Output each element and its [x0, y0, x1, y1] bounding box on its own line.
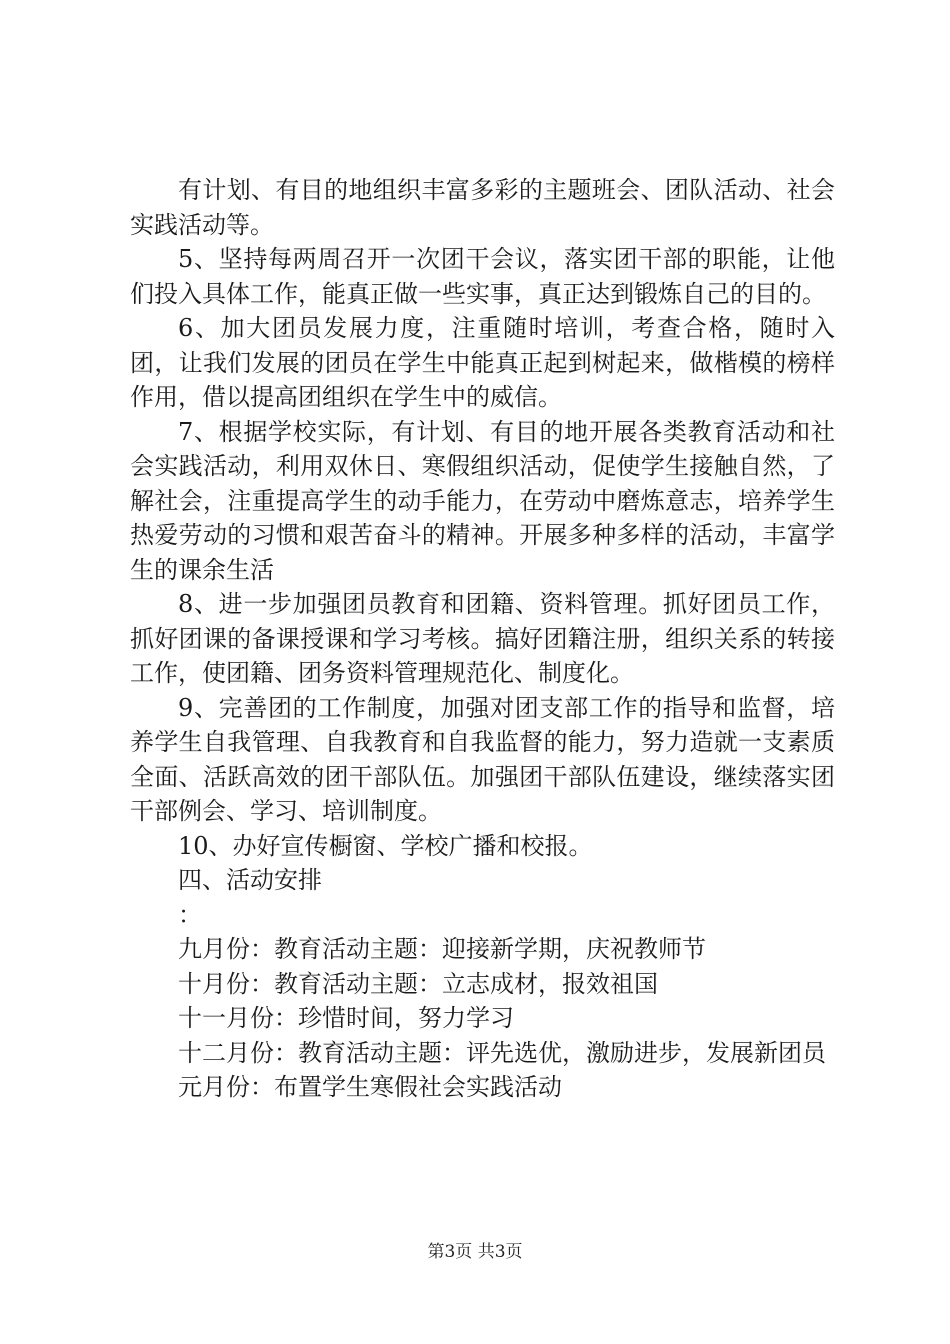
- paragraph: 有计划、有目的地组织丰富多彩的主题班会、团队活动、社会实践活动等。: [130, 176, 835, 239]
- schedule-item: 十二月份：教育活动主题：评先选优，激励进步，发展新团员: [178, 1038, 826, 1067]
- section-heading: 四、活动安排: [178, 866, 322, 894]
- schedule-item: 十月份：教育活动主题：立志成材，报效祖国: [178, 969, 658, 998]
- schedule-item: 十一月份：珍惜时间，努力学习: [178, 1004, 514, 1032]
- schedule-item: 元月份：布置学生寒假社会实践活动: [178, 1073, 562, 1101]
- paragraph: ：: [178, 900, 202, 929]
- schedule-item: 九月份：教育活动主题：迎接新学期，庆祝教师节: [178, 935, 706, 963]
- paragraph: 8、进一步加强团员教育和团籍、资料管理。抓好团员工作，抓好团课的备课授课和学习考核。搞好团籍注册，组织关系的转接工作，使团籍、团务资料管理规范化、制度化。: [130, 590, 835, 687]
- document-body: [130, 173, 835, 1105]
- paragraph: 6、加大团员发展力度，注重随时培训，考查合格，随时入团，让我们发展的团员在学生中能真正起到树起来，做楷模的榜样作用，借以提高团组织在学生中的威信。: [130, 314, 835, 411]
- paragraph: 7、根据学校实际，有计划、有目的地开展各类教育活动和社会实践活动，利用双休日、寒假组织活动，促使学生接触自然，了解社会，注重提高学生的动手能力，在劳动中磨炼意志，培养学生热爱劳动的习惯和艰苦奋斗的精神。开展多种多样的活动，丰富学生的课余生活: [130, 417, 835, 584]
- paragraph: 9、完善团的工作制度，加强对团支部工作的指导和监督，培养学生自我管理、自我教育和自我监督的能力，努力造就一支素质全面、活跃高效的团干部队伍。加强团干部队伍建设，继续落实团干部例会、学习、培训制度。: [130, 693, 835, 825]
- paragraph: 5、坚持每两周召开一次团干会议，落实团干部的职能，让他们投入具体工作，能真正做一些实事，真正达到锻炼自己的目的。: [130, 245, 835, 308]
- paragraph: 10、办好宣传橱窗、学校广播和校报。: [178, 831, 593, 860]
- page-number: 第3页 共3页: [427, 1242, 523, 1262]
